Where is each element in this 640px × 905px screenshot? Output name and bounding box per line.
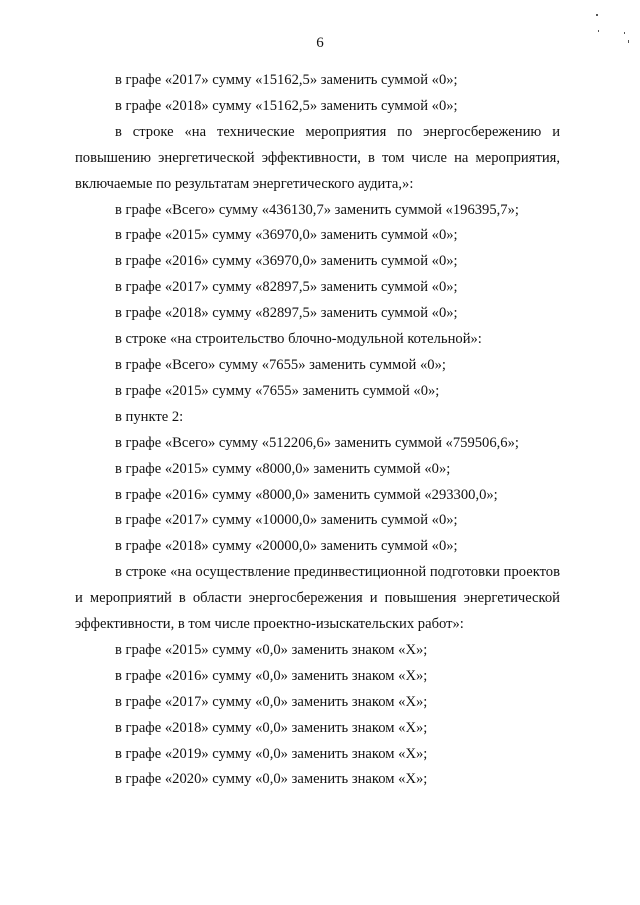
amendment-line: в графе «2015» сумму «36970,0» заменить суммой «0»; <box>115 227 458 244</box>
amendment-line: в графе «Всего» сумму «436130,7» заменить суммой «196395,7»; <box>115 201 519 218</box>
amendment-line: в графе «2020» сумму «0,0» заменить знаком «Х»; <box>115 771 428 788</box>
amendment-line: в графе «Всего» сумму «512206,6» заменить суммой «759506,6»; <box>115 434 519 451</box>
amendment-line: в графе «2019» сумму «0,0» заменить знаком «Х»; <box>115 745 428 762</box>
amendment-line: в графе «2015» сумму «7655» заменить суммой «0»; <box>115 382 440 399</box>
amendment-line: в графе «2015» сумму «8000,0» заменить суммой «0»; <box>115 460 451 477</box>
amendment-line: в графе «2015» сумму «0,0» заменить знаком «Х»; <box>115 641 428 658</box>
amendment-line: в графе «2018» сумму «15162,5» заменить суммой «0»; <box>115 97 458 114</box>
page-number: 6 <box>316 35 324 51</box>
amendment-line: в графе «2016» сумму «36970,0» заменить суммой «0»; <box>115 253 458 270</box>
scan-artifact <box>598 30 599 32</box>
amendment-line: в строке «на строительство блочно-модульной котельной»: <box>115 331 482 348</box>
amendment-line: в пункте 2: <box>115 408 184 425</box>
amendment-line: в графе «2018» сумму «82897,5» заменить суммой «0»; <box>115 305 458 322</box>
scan-artifact <box>624 32 625 34</box>
scan-artifact <box>596 14 598 16</box>
amendment-line: в графе «2017» сумму «0,0» заменить знаком «Х»; <box>115 693 428 710</box>
amendment-line: в графе «2018» сумму «0,0» заменить знаком «Х»; <box>115 719 428 736</box>
scan-artifact <box>628 40 629 43</box>
amendment-line: в графе «2017» сумму «15162,5» заменить суммой «0»; <box>115 72 458 88</box>
amendment-line: в графе «2018» сумму «20000,0» заменить суммой «0»; <box>115 538 458 555</box>
paragraph: в строке «на осуществление прединвестиционной подготовки проектов и мероприятий в области энергосбережения и повышения энергетической эффективности, в том числе проектно-изыскательских работ»: <box>75 564 560 633</box>
amendment-line: в графе «2016» сумму «0,0» заменить знаком «Х»; <box>115 667 428 684</box>
paragraph: в строке «на технические мероприятия по энергосбережению и повышению энергетической эффективности, в том числе на мероприятия, включаемые по результатам энергетического аудита,»: <box>75 123 560 192</box>
amendment-line: в графе «2016» сумму «8000,0» заменить суммой «293300,0»; <box>115 486 498 503</box>
amendment-line: в графе «2017» сумму «82897,5» заменить суммой «0»; <box>115 279 458 296</box>
document-body <box>75 68 560 793</box>
amendment-line: в графе «Всего» сумму «7655» заменить суммой «0»; <box>115 356 446 373</box>
amendment-line: в графе «2017» сумму «10000,0» заменить суммой «0»; <box>115 512 458 529</box>
